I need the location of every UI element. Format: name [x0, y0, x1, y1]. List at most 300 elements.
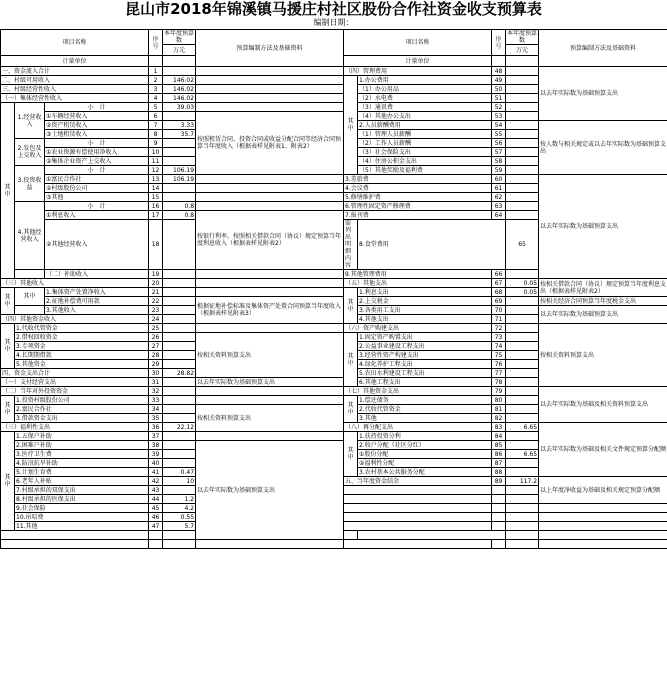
- item-name: 7.村级承担的双保支出: [15, 486, 149, 495]
- seq-number: 45: [149, 504, 163, 513]
- empty-cell: [539, 531, 667, 540]
- amount-value: 0.8: [163, 202, 196, 211]
- item-name: 1.办公费用: [358, 76, 492, 85]
- group-label: 其中: [1, 432, 15, 531]
- basis-note: 按相关资料预算支出: [196, 333, 344, 378]
- header-unit: 万元: [163, 45, 196, 56]
- amount-value: [506, 351, 539, 360]
- amount-value: [163, 378, 196, 387]
- seq-number: 75: [492, 351, 506, 360]
- amount-value: [506, 139, 539, 148]
- amount-value: [163, 270, 196, 279]
- basis-note: [196, 279, 344, 288]
- header-item: 项目名称: [1, 30, 149, 56]
- basis-note: [196, 396, 344, 405]
- seq-number: 7: [149, 121, 163, 130]
- basis-note: 以去年实际数为基础预算支出: [196, 378, 344, 387]
- basis-note: [196, 432, 344, 441]
- amount-value: [506, 121, 539, 130]
- item-name: 1.利息支出: [358, 288, 492, 297]
- amount-value: 6.65: [506, 450, 539, 459]
- header-amount-right: 本年度预算数: [507, 30, 538, 44]
- amount-value: 4.2: [163, 504, 196, 513]
- amount-value: 106.19: [163, 166, 196, 175]
- amount-value: 146.02: [163, 76, 196, 85]
- item-name: 6.管理性固定资产修理费: [344, 202, 492, 211]
- amount-value: 0.47: [163, 468, 196, 477]
- item-name: 2.收户分配（社区分红）: [358, 441, 492, 450]
- empty-cell: [492, 495, 506, 504]
- amount-value: 146.02: [163, 94, 196, 103]
- amount-value: 1.2: [163, 495, 196, 504]
- amount-value: [506, 157, 539, 166]
- amount-value: 0.55: [163, 513, 196, 522]
- seq-number: 13: [149, 175, 163, 184]
- amount-value: [506, 306, 539, 315]
- item-name: （四）管理费用: [344, 67, 492, 76]
- header-row: [1, 30, 667, 45]
- item-name: （2）工作人员薪酬: [358, 139, 492, 148]
- basis-note: 按相关资料预算支出: [539, 324, 667, 387]
- seq-number: 73: [492, 333, 506, 342]
- amount-value: [506, 387, 539, 396]
- basis-note: 按相关经济合同预算当年度税金支出: [539, 297, 667, 306]
- item-name: 8.村级承担的医保支出: [15, 495, 149, 504]
- page-title: 昆山市2018年锦溪镇马援庄村社区股份合作社资金收支预算表: [125, 0, 542, 18]
- amount-value: 5.7: [163, 522, 196, 531]
- amount-value: [163, 157, 196, 166]
- item-name: ②资产租赁收入: [45, 121, 149, 130]
- seq-number: 3: [149, 85, 163, 94]
- item-name: （3）通讯费: [358, 103, 492, 112]
- basis-note: 按相关借款合同（协议）规定预算当年度利息支出（根据表样见附表2）: [540, 280, 667, 295]
- empty-cell: [492, 504, 506, 513]
- amount-value: [506, 76, 539, 85]
- seq-number: 41: [149, 468, 163, 477]
- amount-value: 6.65: [506, 423, 539, 432]
- amount-value: [163, 67, 196, 76]
- item-name: 1.固定资产购置支出: [358, 333, 492, 342]
- empty-cell: [344, 486, 492, 495]
- amount-value: [506, 378, 539, 387]
- seq-number: 19: [149, 270, 163, 279]
- basis-note: 按人数与相关规定或以去年实际数为基础预算支出: [539, 121, 667, 175]
- unit-label-right: 计量单位: [344, 56, 492, 67]
- empty-cell: [344, 522, 492, 531]
- item-name: 3.借款资金支出: [15, 414, 149, 423]
- seq-number: 33: [149, 396, 163, 405]
- seq-number: 24: [149, 315, 163, 324]
- item-name: 5.农田水利建设工程支出: [358, 369, 492, 378]
- item-name: （1）管理人员薪酬: [358, 130, 492, 139]
- item-name: 4.绿化养护工程支出: [358, 360, 492, 369]
- amount-value: 0.05: [506, 288, 539, 297]
- amount-value: [506, 148, 539, 157]
- basis-note: [196, 103, 344, 112]
- item-name: ①利息收入: [45, 211, 149, 220]
- item-name: （四）其他资金收入: [1, 315, 149, 324]
- basis-note: [196, 85, 344, 94]
- seq-number: 50: [492, 85, 506, 94]
- empty-cell: [1, 540, 149, 549]
- empty-cell: [506, 522, 539, 531]
- header-basis-right: 预算编制方法及基础资料: [539, 30, 667, 67]
- item-name: （2）水电费: [358, 94, 492, 103]
- amount-value: [506, 193, 539, 202]
- amount-value: [163, 441, 196, 450]
- amount-value: [163, 184, 196, 193]
- item-name: （二）补助收入: [45, 270, 149, 279]
- compile-date: 编制日期：: [313, 18, 354, 27]
- seq-number: 80: [492, 396, 506, 405]
- basis-note: [196, 270, 344, 279]
- amount-value: 0.8: [163, 211, 196, 220]
- seq-number: 46: [149, 513, 163, 522]
- basis-note: 以去年实际数为基础预算支出: [196, 441, 344, 540]
- item-name: ②村级股份公司: [45, 184, 149, 193]
- seq-number: 74: [492, 342, 506, 351]
- seq-number: 82: [492, 414, 506, 423]
- item-name: 一、资金流入合计: [1, 67, 149, 76]
- amount-value: [506, 414, 539, 423]
- amount-value: [506, 459, 539, 468]
- seq-number: 37: [149, 432, 163, 441]
- amount-value: [506, 396, 539, 405]
- amount-value: 10: [163, 477, 196, 486]
- item-name: ①股份分配: [358, 450, 492, 459]
- empty-cell: [506, 513, 539, 522]
- amount-value: [163, 351, 196, 360]
- amount-value: [163, 306, 196, 315]
- amount-value: [506, 175, 539, 184]
- basis-note: [196, 324, 344, 333]
- amount-value: 28.82: [163, 369, 196, 378]
- basis-note: 按银行利率、按照相关借款合同（协议）规定预算当年度利息收入（根据表样见附表2）: [196, 211, 344, 270]
- amount-value: [163, 288, 196, 297]
- seq-number: 56: [492, 139, 506, 148]
- empty-cell: [539, 540, 667, 549]
- empty-cell: [506, 495, 539, 504]
- item-name: （五）其他支出: [344, 279, 492, 288]
- item-name: ③土地租赁收入: [45, 130, 149, 139]
- item-name: （一）集体经营性收入: [1, 94, 149, 103]
- amount-value: [163, 459, 196, 468]
- item-name: 11.其他: [15, 522, 149, 531]
- amount-value: [506, 333, 539, 342]
- basis-note: 以去年实际数为基础预算支出: [539, 67, 667, 121]
- seq-number: 29: [149, 360, 163, 369]
- amount-value: [506, 184, 539, 193]
- item-name: 6.老年人补贴: [15, 477, 149, 486]
- empty-cell: [492, 513, 506, 522]
- group-label: 其中: [1, 103, 15, 279]
- item-name: 6.其他工程支出: [358, 378, 492, 387]
- amount-value: [163, 486, 196, 495]
- amount-value: [506, 270, 539, 279]
- item-name: （1）办公用品: [358, 85, 492, 94]
- item-name: 3.专项资金: [15, 342, 149, 351]
- item-name: 3.各类用工支出: [358, 306, 492, 315]
- amount-value: [163, 220, 196, 270]
- seq-number: 1: [149, 67, 163, 76]
- amount-value: [163, 432, 196, 441]
- basis-note: [196, 202, 344, 211]
- seq-number: 59: [492, 166, 506, 175]
- amount-value: [163, 148, 196, 157]
- seq-number: 23: [149, 306, 163, 315]
- amount-value: [506, 441, 539, 450]
- seq-number: 6: [149, 112, 163, 121]
- table-row: [1, 297, 667, 306]
- item-name: 4.长期期借款: [15, 351, 149, 360]
- basis-note: [196, 76, 344, 85]
- item-name: （二）当年对外投资资金: [1, 387, 149, 396]
- amount-value: [163, 333, 196, 342]
- empty-cell: [1, 531, 149, 540]
- amount-value: [506, 324, 539, 333]
- seq-number: 17: [149, 211, 163, 220]
- seq-number: 26: [149, 333, 163, 342]
- item-name: 小 计: [45, 166, 149, 175]
- seq-number: 76: [492, 360, 506, 369]
- item-name: 2.代收代管资金: [358, 405, 492, 414]
- seq-number: 43: [149, 486, 163, 495]
- item-name: （三）福利性支出: [1, 423, 149, 432]
- seq-number: 78: [492, 378, 506, 387]
- item-name: 2.困难户补助: [15, 441, 149, 450]
- group-label: 其中: [344, 288, 358, 324]
- amount-value: [506, 202, 539, 211]
- seq-number: 14: [149, 184, 163, 193]
- amount-value: [163, 450, 196, 459]
- seq-number: 11: [149, 157, 163, 166]
- empty-cell: [506, 486, 539, 495]
- seq-number: 15: [149, 193, 163, 202]
- item-name: 4.防汛抗旱补助: [15, 459, 149, 468]
- empty-cell: [492, 486, 506, 495]
- table-row: [1, 67, 667, 76]
- empty-cell: [344, 531, 358, 540]
- seq-number: 87: [492, 459, 506, 468]
- header-seq: 序号: [149, 30, 163, 56]
- table-row: [1, 540, 667, 549]
- seq-number: 71: [492, 315, 506, 324]
- amount-value: [506, 405, 539, 414]
- seq-number: 10: [149, 148, 163, 157]
- seq-number: 77: [492, 369, 506, 378]
- group-label: 4.其他经营收入: [15, 202, 45, 270]
- basis-note: 根据征地补偿标准及集体资产处置合同预算当年度收入（根据表样见附表3）: [196, 297, 344, 324]
- amount-value: [163, 342, 196, 351]
- item-name: （5）其他奖励及福利费: [358, 166, 492, 175]
- item-name: ①农业资源有偿使用净收入: [45, 148, 149, 157]
- amount-value: [506, 315, 539, 324]
- seq-number: 27: [149, 342, 163, 351]
- item-name: 2.公益事业建设工程支出: [358, 342, 492, 351]
- table-row: [1, 175, 667, 184]
- amount-value: [163, 139, 196, 148]
- basis-note: [196, 193, 344, 202]
- empty-cell: [149, 540, 163, 549]
- item-name: 1.扶持投资分利: [358, 432, 492, 441]
- group-label: 其中: [1, 288, 15, 315]
- seq-number: 42: [149, 477, 163, 486]
- item-name: ②福利性分配: [358, 459, 492, 468]
- item-name: （七）其他资金支出: [344, 387, 492, 396]
- seq-number: 39: [149, 450, 163, 459]
- seq-number: 64: [492, 211, 506, 220]
- seq-number: 52: [492, 103, 506, 112]
- seq-number: 48: [492, 67, 506, 76]
- header-item-right: 项目名称: [344, 30, 492, 56]
- amount-value: [506, 103, 539, 112]
- header-basis: 预算编制方法及基础资料: [196, 30, 344, 67]
- basis-note: [196, 175, 344, 184]
- seq-number: 63: [492, 202, 506, 211]
- group-label: 1.经营收入: [15, 103, 45, 139]
- seq-number: 70: [492, 306, 506, 315]
- item-name: 小 计: [45, 202, 149, 211]
- amount-value: [163, 193, 196, 202]
- amount-value: [163, 297, 196, 306]
- item-name: ①车辆经营收入: [45, 112, 149, 121]
- item-name: 4.其他支出: [358, 315, 492, 324]
- empty-cell: [506, 531, 539, 540]
- amount-value: 117.2: [506, 477, 539, 486]
- item-name: 四、资金支出合计: [1, 369, 149, 378]
- amount-value: [506, 468, 539, 477]
- item-name: 1.集体资产处置净收入: [45, 288, 149, 297]
- basis-note: 按相关资料预算支出: [196, 405, 344, 432]
- amount-value: 146.02: [163, 85, 196, 94]
- seq-number: 61: [492, 184, 506, 193]
- basis-note: [196, 387, 344, 396]
- empty-cell: [492, 522, 506, 531]
- table-row: [1, 279, 667, 288]
- item-name: 5.其他资金: [15, 360, 149, 369]
- item-name: 二、村级可用收入: [1, 76, 149, 85]
- amount-value: [163, 414, 196, 423]
- seq-number: 62: [492, 193, 506, 202]
- seq-number: 12: [149, 166, 163, 175]
- amount-value: [163, 360, 196, 369]
- item-name: 2.借权回收资金: [15, 333, 149, 342]
- amount-value: [163, 112, 196, 121]
- item-name: 3.经营性资产构建支出: [358, 351, 492, 360]
- item-name: （4）其他办公支出: [358, 112, 492, 121]
- item-name: 8.食堂费用: [358, 220, 506, 270]
- amount-value: [506, 130, 539, 139]
- amount-value: [506, 166, 539, 175]
- empty-cell: [163, 540, 196, 549]
- empty-cell: [492, 540, 506, 549]
- item-name: 2.富民合作社: [15, 405, 149, 414]
- basis-note: [196, 184, 344, 193]
- seq-number: 4: [149, 94, 163, 103]
- amount-value: [506, 67, 539, 76]
- item-name: ②其他经营收入: [45, 220, 149, 270]
- amount-value: [163, 387, 196, 396]
- amount-value: [506, 85, 539, 94]
- seq-number: 51: [492, 94, 506, 103]
- seq-number: 81: [492, 405, 506, 414]
- amount-value: 0.05: [506, 279, 539, 288]
- empty-cell: [344, 513, 492, 522]
- amount-value: 3.33: [163, 121, 196, 130]
- item-name: 9.社会保险: [15, 504, 149, 513]
- seq-number: 44: [149, 495, 163, 504]
- item-name: 3.农村基本公共服务分配: [358, 468, 492, 477]
- item-name: 5.计划生育费: [15, 468, 149, 477]
- seq-number: 32: [149, 387, 163, 396]
- basis-note: [196, 67, 344, 76]
- empty-cell: [344, 495, 492, 504]
- amount-value: [163, 279, 196, 288]
- item-name: 1.偿还债务: [358, 396, 492, 405]
- item-name: （4）住房公积金支出: [358, 157, 492, 166]
- seq-number: 40: [149, 459, 163, 468]
- empty-cell: [358, 531, 506, 540]
- seq-number: 38: [149, 441, 163, 450]
- item-name: 1.代收代管资金: [15, 324, 149, 333]
- group-label: 2.发包及上交收入: [15, 139, 45, 166]
- seq-number: 9: [149, 139, 163, 148]
- seq-number: 31: [149, 378, 163, 387]
- item-name: 3.医疗卫生费: [15, 450, 149, 459]
- group-label: 其中: [1, 324, 15, 369]
- seq-number: 55: [492, 130, 506, 139]
- amount-value: [506, 342, 539, 351]
- basis-note: 以上年度净收益为基础及相关规定预算分配额: [539, 477, 667, 504]
- item-name: 小 计: [45, 139, 149, 148]
- seq-number: 34: [149, 405, 163, 414]
- amount-value: [163, 324, 196, 333]
- seq-number: 53: [492, 112, 506, 121]
- seq-number: 16: [149, 202, 163, 211]
- amount-value: [506, 360, 539, 369]
- empty-cell: [506, 504, 539, 513]
- empty-cell: [539, 513, 667, 522]
- basis-note: 需列出明细内容: [344, 220, 358, 270]
- item-name: 3.其他收入: [45, 306, 149, 315]
- seq-number: 86: [492, 450, 506, 459]
- item-name: （3）社会保险支出: [358, 148, 492, 157]
- basis-note: 以去年实际数为基础及相关资料预算支出: [539, 387, 667, 423]
- item-name: 2.人员薪酬费用: [358, 121, 492, 130]
- seq-number: 21: [149, 288, 163, 297]
- item-name: （六）资产购建支出: [344, 324, 492, 333]
- group-label: 其中: [344, 396, 358, 423]
- header-amount: 本年度预算数: [164, 30, 195, 44]
- seq-number: 58: [492, 157, 506, 166]
- item-name: 1.投资村级股份公司: [15, 396, 149, 405]
- seq-number: 18: [149, 220, 163, 270]
- amount-value: [163, 405, 196, 414]
- empty-cell: [344, 540, 492, 549]
- seq-number: 83: [492, 423, 506, 432]
- item-name: 9.其他管理费用: [344, 270, 492, 279]
- item-name: 3.差旅费: [344, 175, 492, 184]
- header-unit-right: 万元: [506, 45, 539, 56]
- basis-note: 以去年实际数为基础预算支出: [539, 175, 667, 279]
- amount-value: [506, 297, 539, 306]
- seq-number: 36: [149, 423, 163, 432]
- empty-cell: [149, 531, 163, 540]
- unit-label: 计量单位: [1, 56, 149, 67]
- budget-table: [0, 29, 667, 549]
- seq-number: 65: [506, 220, 539, 270]
- item-name: ②集体企业资产上交收入: [45, 157, 149, 166]
